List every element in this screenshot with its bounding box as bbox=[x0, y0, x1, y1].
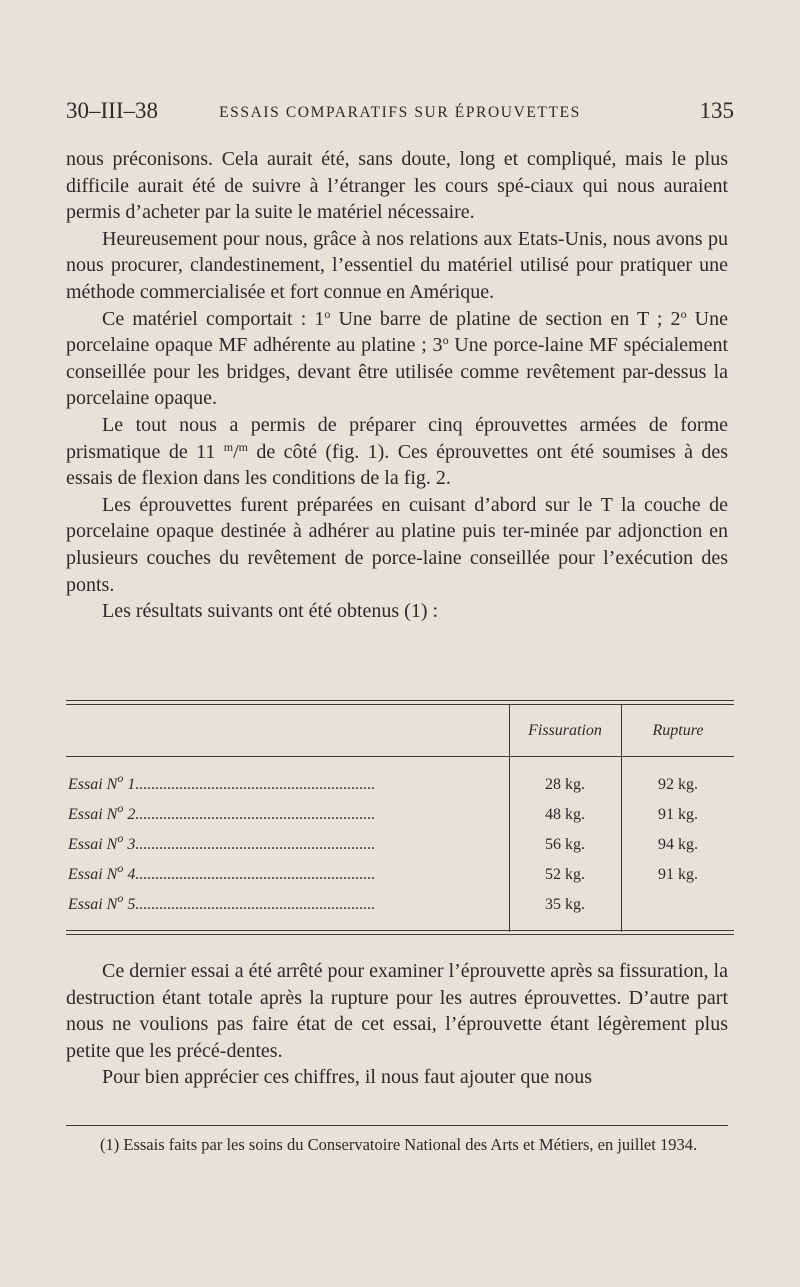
p3-sup-1: o bbox=[324, 306, 331, 321]
row-label: Essai $N^o$ 5............................................................ bbox=[68, 896, 376, 913]
p4-slash: / bbox=[233, 440, 239, 463]
rupture-value: 92 kg. bbox=[658, 776, 698, 793]
fissuration-value: 28 kg. bbox=[545, 776, 585, 793]
table-bottom-rule-2 bbox=[66, 934, 734, 935]
row-label: Essai $N^o$ 1............................................................ bbox=[68, 776, 376, 793]
paragraph-1: nous préconisons. Cela aurait été, sans doute, long et compliqué, mais le plus difficile aurait été de suivre à l’étranger les cours spé-ciaux qui nous auraient permis d’acheter par la suite le matériel nécessaire. bbox=[66, 148, 728, 224]
header-date: 30–III–38 bbox=[66, 98, 158, 123]
results-table bbox=[66, 700, 734, 936]
table-bottom-rule bbox=[66, 930, 734, 931]
footnote bbox=[66, 1134, 730, 1155]
rupture-value: 91 kg. bbox=[658, 866, 698, 883]
p3-sup-2: o bbox=[680, 306, 687, 321]
page-number: 135 bbox=[699, 98, 734, 123]
table-row bbox=[66, 776, 734, 804]
p4-sup-1: m bbox=[223, 439, 234, 454]
p3-sup-3: o bbox=[442, 333, 449, 348]
running-header bbox=[66, 98, 734, 132]
fissuration-value: 56 kg. bbox=[545, 836, 585, 853]
p3-text-d: Une porce-laine MF spécialement conseillée pour les bridges, devant être utilisée comme revêtement par-dessus la porcelaine opaque. bbox=[66, 334, 728, 410]
rupture-value: 91 kg. bbox=[658, 806, 698, 823]
table-header-rule bbox=[66, 756, 734, 757]
table-row bbox=[66, 806, 734, 834]
paragraph-2: Heureusement pour nous, grâce à nos relations aux Etats-Unis, nous avons pu nous procurer, clandestinement, l’essentiel du matériel utilisé pour pratiquer une méthode commercialisée et fort connue en Amérique. bbox=[66, 227, 728, 303]
main-text-continued bbox=[66, 958, 728, 1091]
fissuration-value: 48 kg. bbox=[545, 806, 585, 823]
p4-sup-2: m bbox=[238, 439, 248, 454]
table-top-rule bbox=[66, 700, 734, 701]
table-top-rule-2 bbox=[66, 704, 734, 705]
paragraph-6: Les résultats suivants ont été obtenus (1) : bbox=[102, 600, 439, 623]
p3-text-a: Ce matériel comportait : 1 bbox=[102, 307, 325, 330]
paragraph-3 bbox=[66, 306, 728, 412]
row-label: Essai $N^o$ 2............................................................ bbox=[68, 806, 376, 823]
p3-text-b: Une barre de platine de section en T ; 2 bbox=[330, 307, 681, 330]
paragraph-5: Les éprouvettes furent préparées en cuisant d’abord sur le T la couche de porcelaine opaque destinée à adhérer au platine puis ter-minée par adjonction en plusieurs couches du revêtement de porce-laine conseillée pour l’exécution des ponts. bbox=[66, 493, 728, 596]
table-row bbox=[66, 866, 734, 894]
p4-text-b: de côté (fig. 1). Ces éprouvettes ont été soumises à des essais de flexion dans les conditions de la fig. 2. bbox=[66, 440, 729, 490]
header-fissuration: Fissuration bbox=[528, 722, 602, 739]
footnote-text: (1) Essais faits par les soins du Conservatoire National des Arts et Métiers, en juillet 1934. bbox=[100, 1135, 698, 1154]
paragraph-4 bbox=[66, 412, 728, 492]
main-text bbox=[66, 146, 728, 625]
footnote-rule bbox=[66, 1125, 728, 1126]
row-label: Essai $N^o$ 4............................................................ bbox=[68, 866, 376, 883]
rupture-value: 94 kg. bbox=[658, 836, 698, 853]
fissuration-value: 35 kg. bbox=[545, 896, 585, 913]
paragraph-8: Pour bien apprécier ces chiffres, il nous faut ajouter que nous bbox=[102, 1066, 593, 1089]
p3-text-c: Une porcelaine opaque MF adhérente au platine ; 3 bbox=[66, 307, 728, 357]
paragraph-7: Ce dernier essai a été arrêté pour examiner l’éprouvette après sa fissuration, la destruction étant totale après la rupture pour les autres éprouvettes. D’autre part nous ne voulions pas faire état de cet essai, l’éprouvette étant légèrement plus petite que les précé-dentes. bbox=[66, 960, 728, 1062]
p4-text-a: Le tout nous a permis de préparer cinq éprouvettes armées de forme prismatique de 11 bbox=[66, 413, 728, 463]
table-row bbox=[66, 896, 734, 924]
table-row bbox=[66, 836, 734, 864]
fissuration-value: 52 kg. bbox=[545, 866, 585, 883]
row-label: Essai $N^o$ 3............................................................ bbox=[68, 836, 376, 853]
header-title: ESSAIS COMPARATIFS SUR ÉPROUVETTES bbox=[219, 104, 581, 121]
header-rupture: Rupture bbox=[652, 722, 704, 739]
